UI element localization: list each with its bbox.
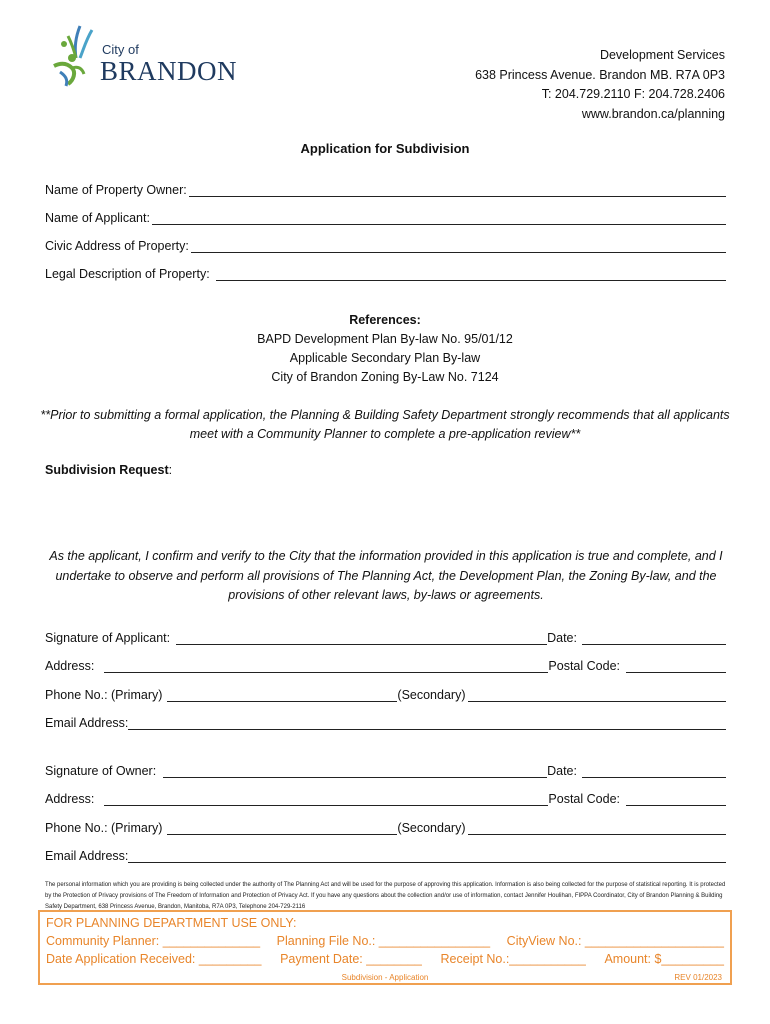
owner-phone-secondary-line[interactable] [468, 821, 727, 835]
property-owner-field[interactable] [45, 179, 726, 197]
planning-file-no-field: Planning File No.: ________________ [276, 934, 491, 948]
logo-figure-icon [50, 22, 102, 88]
owner-signature-label: Signature of Owner: [45, 764, 157, 778]
owner-secondary-label: (Secondary) [397, 821, 466, 835]
community-planner-field: Community Planner: ______________ [46, 934, 261, 948]
owner-postal-line[interactable] [626, 792, 726, 806]
department-name: Development Services [599, 48, 725, 62]
applicant-address-line[interactable] [104, 659, 548, 673]
applicant-phone-row[interactable] [45, 684, 726, 702]
owner-signature-line[interactable] [163, 764, 547, 778]
applicant-postal-line[interactable] [626, 659, 726, 673]
applicant-confirmation: As the applicant, I confirm and verify to the City that the information provided in this application is true and complete, and I undertake to observe and perform all provisions of The Planning Act, the Development Plan, the Zoning By-law, and the provisions of other relevant laws, by-laws or agreements. [49, 549, 723, 602]
applicant-address-label: Address: [45, 659, 95, 673]
applicant-date-line[interactable] [582, 631, 726, 645]
applicant-email-line[interactable] [128, 716, 726, 730]
receipt-no-field: Receipt No.:___________ [440, 952, 586, 966]
revision-footer: REV 01/2023 [674, 973, 722, 982]
owner-phone-label: Phone No.: (Primary) [45, 821, 163, 835]
planning-department-use-box [38, 910, 732, 985]
owner-address-row[interactable] [45, 788, 726, 806]
office-use-footer [46, 968, 724, 982]
amount-field: Amount: $_________ [604, 952, 724, 966]
owner-phone-row[interactable] [45, 817, 726, 835]
payment-date-field: Payment Date: ________ [280, 952, 422, 966]
applicant-secondary-label: (Secondary) [397, 688, 466, 702]
applicant-phone-label: Phone No.: (Primary) [45, 688, 163, 702]
applicant-phone-secondary-line[interactable] [468, 688, 727, 702]
legal-description-field[interactable] [45, 263, 726, 281]
references-block [0, 311, 770, 387]
references-title: References: [349, 313, 421, 327]
applicant-email-label: Email Address: [45, 716, 129, 730]
applicant-phone-primary-line[interactable] [167, 688, 397, 702]
department-address: 638 Princess Avenue. Brandon MB. R7A 0P3 [475, 67, 725, 82]
applicant-email-row[interactable] [45, 712, 726, 730]
logo-city-text: City of [102, 42, 139, 57]
owner-address-label: Address: [45, 792, 95, 806]
pre-application-note: **Prior to submitting a formal application, the Planning & Building Safety Department strongly recommends that all applicants meet with a Community Planner to complete a pre-application review** [40, 408, 730, 441]
applicant-name-label: Name of Applicant: [45, 211, 150, 225]
cityview-no-field: CityView No.: ____________________ [506, 934, 724, 948]
reference-item: BAPD Development Plan By-law No. 95/01/12 [257, 332, 513, 346]
civic-address-line[interactable] [191, 239, 726, 253]
subdivision-request[interactable] [45, 463, 172, 477]
form-name-footer: Subdivision - Application [341, 973, 429, 982]
applicant-address-row[interactable] [45, 655, 726, 673]
privacy-notice: The personal information which you are providing is being collected under the authority of The Planning Act and will be used for the purpose of approving this application. Information is also being collected for the purpose of statistical reporting. It is protected by the Protection of Privacy provisions of The Freedom of Information and Protection of Privacy Act. If you have any questions about the collection and/or use of information, contact Jennifer Houlihan, FIPPA Coordinator, City of Brandon Planning & Building Safety Department, 638 Princess Avenue, Brandon, Manitoba, R7A 0P3, Telephone 204-729-2116 [45, 882, 726, 910]
applicant-date-label: Date: [547, 631, 577, 645]
owner-email-label: Email Address: [45, 849, 129, 863]
owner-phone-primary-line[interactable] [167, 821, 397, 835]
city-of-brandon-logo [50, 22, 265, 88]
owner-address-line[interactable] [104, 792, 548, 806]
department-website: www.brandon.ca/planning [581, 106, 725, 121]
contact-block [475, 46, 725, 124]
owner-postal-label: Postal Code: [548, 792, 620, 806]
applicant-name-field[interactable] [45, 207, 726, 225]
owner-email-row[interactable] [45, 845, 726, 863]
reference-item: City of Brandon Zoning By-Law No. 7124 [271, 370, 499, 384]
subdivision-request-colon: : [168, 463, 173, 477]
office-use-row-1 [46, 932, 724, 950]
logo-brandon-text: BRANDON [100, 56, 238, 86]
owner-signature-row[interactable] [45, 760, 726, 778]
date-received-field: Date Application Received: _________ [46, 952, 262, 966]
applicant-signature-line[interactable] [176, 631, 547, 645]
applicant-name-line[interactable] [152, 211, 726, 225]
office-use-heading: FOR PLANNING DEPARTMENT USE ONLY: [46, 916, 297, 930]
legal-description-line[interactable] [216, 267, 726, 281]
reference-item: Applicable Secondary Plan By-law [289, 351, 481, 365]
owner-date-line[interactable] [582, 764, 726, 778]
civic-address-field[interactable] [45, 235, 726, 253]
applicant-postal-label: Postal Code: [548, 659, 620, 673]
applicant-signature-row[interactable] [45, 627, 726, 645]
form-title: Application for Subdivision [300, 141, 470, 156]
owner-date-label: Date: [547, 764, 577, 778]
legal-description-label: Legal Description of Property: [45, 267, 210, 281]
office-use-row-2 [46, 950, 724, 968]
owner-email-line[interactable] [128, 849, 726, 863]
department-phone: T: 204.729.2110 F: 204.728.2406 [541, 87, 725, 101]
applicant-signature-label: Signature of Applicant: [45, 631, 171, 645]
subdivision-request-label: Subdivision Request [45, 463, 169, 477]
civic-address-label: Civic Address of Property: [45, 239, 189, 253]
property-owner-label: Name of Property Owner: [45, 183, 187, 197]
property-owner-line[interactable] [189, 183, 726, 197]
